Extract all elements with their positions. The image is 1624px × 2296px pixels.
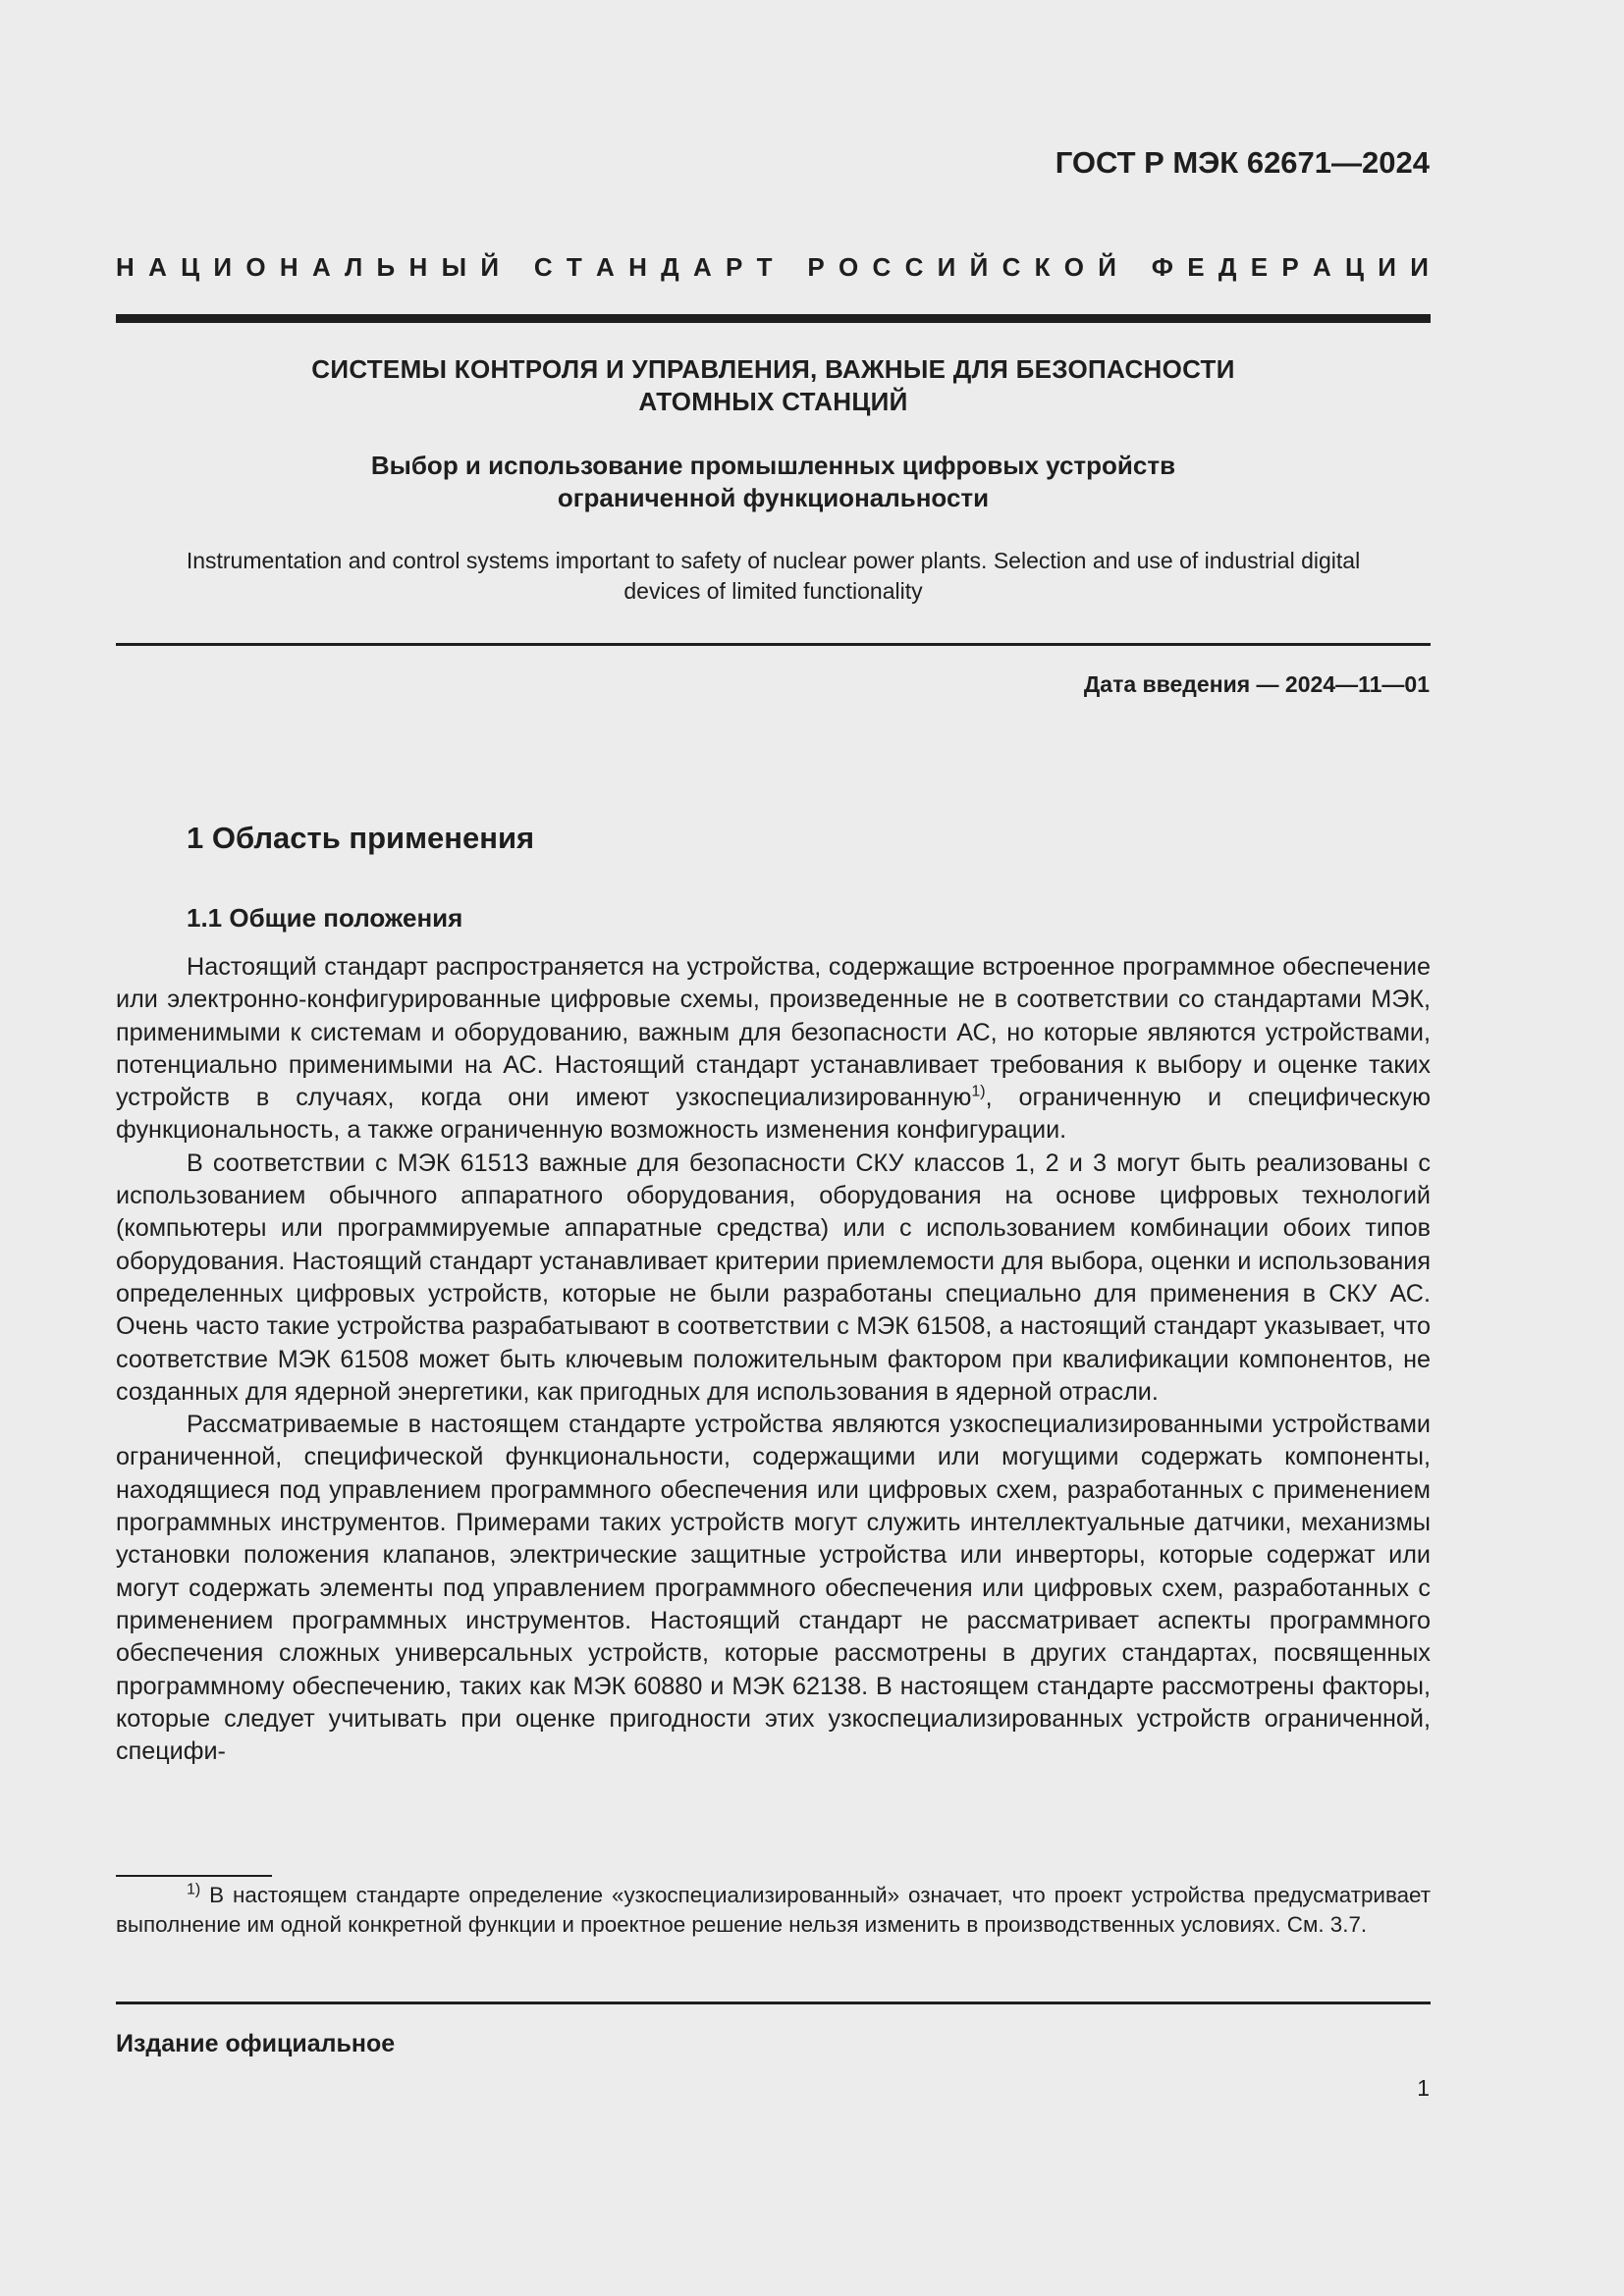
title-line-2: АТОМНЫХ СТАНЦИЙ xyxy=(638,387,908,416)
national-label-letter: С xyxy=(533,252,554,282)
document-subtitle xyxy=(116,450,1431,514)
national-label-letter: А xyxy=(148,252,168,282)
national-label-letter: Н xyxy=(628,252,648,282)
national-label-letter: И xyxy=(1410,252,1430,282)
national-label-letter: Ы xyxy=(441,252,468,282)
national-label-space xyxy=(786,252,794,283)
document-code: ГОСТ Р МЭК 62671—2024 xyxy=(1055,145,1430,180)
footer-rule xyxy=(116,2002,1431,2004)
paragraph-1 xyxy=(116,951,1431,1148)
national-label-letter: Ц xyxy=(1345,252,1366,282)
title-block-rule xyxy=(116,643,1431,646)
national-label-space xyxy=(513,252,520,283)
national-label-letter: Т xyxy=(566,252,583,282)
national-label-letter: Й xyxy=(480,252,501,282)
body-text xyxy=(116,951,1431,1768)
national-label-letter: Й xyxy=(969,252,990,282)
national-label-letter: А xyxy=(311,252,332,282)
introduction-date: Дата введения — 2024—11—01 xyxy=(1083,671,1430,697)
national-label-letter: Н xyxy=(116,252,135,282)
subtitle-line-1: Выбор и использование промышленных цифровых устройств xyxy=(370,451,1176,480)
national-label-letter: А xyxy=(596,252,616,282)
english-title-line-2: devices of limited functionality xyxy=(623,578,923,604)
national-label-letter: Н xyxy=(408,252,429,282)
document-title xyxy=(116,353,1431,418)
national-label-letter: Р xyxy=(726,252,744,282)
footnote xyxy=(116,1881,1431,1939)
national-label-letter: Н xyxy=(279,252,299,282)
national-label-letter: С xyxy=(904,252,925,282)
national-label-letter: С xyxy=(872,252,893,282)
official-edition-label: Издание официальное xyxy=(116,2030,396,2057)
paragraph-1-tail: , ограниченную и специфическую функциональность, а также ограниченную возможность изменения конфигурации. xyxy=(116,1084,1432,1145)
footnote-separator xyxy=(116,1875,272,1877)
national-label-letter: А xyxy=(1312,252,1332,282)
national-label-letter: Ь xyxy=(376,252,397,282)
paragraph-3: Рассматриваемые в настоящем стандарте устройства являются узкоспециализированными устройствами ограниченной, специфической функциональности, содержащими или могущими содержать компоненты, находящиеся под управлением программного обеспечения или цифровых схем, разработанных с применением программных инструментов. Примерами таких устройств могут служить интеллектуальные датчики, механизмы установки положения клапанов, электрические защитные устройства или инверторы, которые содержат или могут содержать элементы под управлением программного обеспечения или цифровых схем, разработанных с применением программных инструментов. Настоящий стандарт не рассматривает аспекты программного обеспечения сложных универсальных устройств, которые рассмотрены в других стандартах, посвященных программному обеспечению, таких как МЭК 60880 и МЭК 62138. В настоящем стандарте рассмотрены факторы, которые следует учитывать при оценке пригодности этих узкоспециализированных устройств ограниченной, специфи- xyxy=(116,1411,1431,1766)
footnote-reference: 1) xyxy=(971,1083,986,1100)
header-thick-rule xyxy=(116,314,1431,323)
national-label-letter: С xyxy=(1001,252,1022,282)
national-label-letter: О xyxy=(245,252,267,282)
national-label-letter: Т xyxy=(756,252,774,282)
national-label-letter: И xyxy=(937,252,957,282)
english-title-line-1: Instrumentation and control systems important to safety of nuclear power plants. Selection and use of industrial digital xyxy=(186,548,1361,573)
section-heading: 1 Область применения xyxy=(187,821,535,855)
paragraph-2: В соответствии с МЭК 61513 важные для безопасности СКУ классов 1, 2 и 3 могут быть реализованы с использованием обычного аппаратного оборудования, оборудования на основе цифровых технологий (компьютеры или программируемые аппаратные средства) или с использованием комбинации обоих типов оборудования. Настоящий стандарт устанавливает критерии приемлемости для выбора, оценки и использования определенных цифровых устройств, которые не были разработаны специально для применения в СКУ АС. Очень часто такие устройства разрабатывают в соответствии с МЭК 61508, а настоящий стандарт указывает, что соответствие МЭК 61508 может быть ключевым положительным фактором при квалификации компонентов, не созданных для ядерной энергетики, как пригодных для использования в ядерной отрасли. xyxy=(116,1148,1431,1406)
national-label-letter: О xyxy=(1063,252,1086,282)
page-number: 1 xyxy=(1417,2075,1430,2101)
national-label-letter: И xyxy=(1378,252,1397,282)
subsection-heading: 1.1 Общие положения xyxy=(187,903,463,933)
national-label-letter: О xyxy=(838,252,860,282)
national-label-letter: Е xyxy=(1250,252,1270,282)
national-label-letter: Р xyxy=(1281,252,1300,282)
footnote-marker: 1) xyxy=(187,1881,201,1898)
national-label-space xyxy=(1130,252,1138,283)
paragraph-1-text: Настоящий стандарт распространяется на устройства, содержащие встроенное программное обеспечение или электронно-конфигурированные цифровые схемы, произведенные не в соответствии со стандартами МЭК, применимыми к системам и оборудованию, важным для безопасности АС, но которые являются устройствами, потенциально применимыми на АС. Настоящий стандарт устанавливает требования к выбору и оценке таких устройств в случаях, когда они имеют узкоспециализированную xyxy=(116,953,1431,1112)
national-label-letter: А xyxy=(692,252,713,282)
national-standard-label xyxy=(116,252,1430,283)
footnote-text: В настоящем стандарте определение «узкоспециализированный» означает, что проект устройства предусматривает выполнение им одной конкретной функции и проектное решение нельзя изменить в производственных условиях. См. 3.7. xyxy=(116,1883,1431,1937)
national-label-letter: Л xyxy=(345,252,364,282)
national-label-letter: Й xyxy=(1098,252,1117,282)
national-label-letter: Р xyxy=(807,252,826,282)
national-label-letter: Е xyxy=(1187,252,1206,282)
national-label-letter: К xyxy=(1034,252,1052,282)
subtitle-line-2: ограниченной функциональности xyxy=(557,483,990,512)
national-label-letter: Д xyxy=(661,252,680,282)
national-label-letter: Ф xyxy=(1151,252,1174,282)
national-label-letter: Д xyxy=(1218,252,1238,282)
national-label-letter: И xyxy=(213,252,234,282)
title-line-1: СИСТЕМЫ КОНТРОЛЯ И УПРАВЛЕНИЯ, ВАЖНЫЕ ДЛЯ БЕЗОПАСНОСТИ xyxy=(311,354,1235,384)
national-label-letter: Ц xyxy=(181,252,201,282)
english-title xyxy=(116,546,1431,607)
